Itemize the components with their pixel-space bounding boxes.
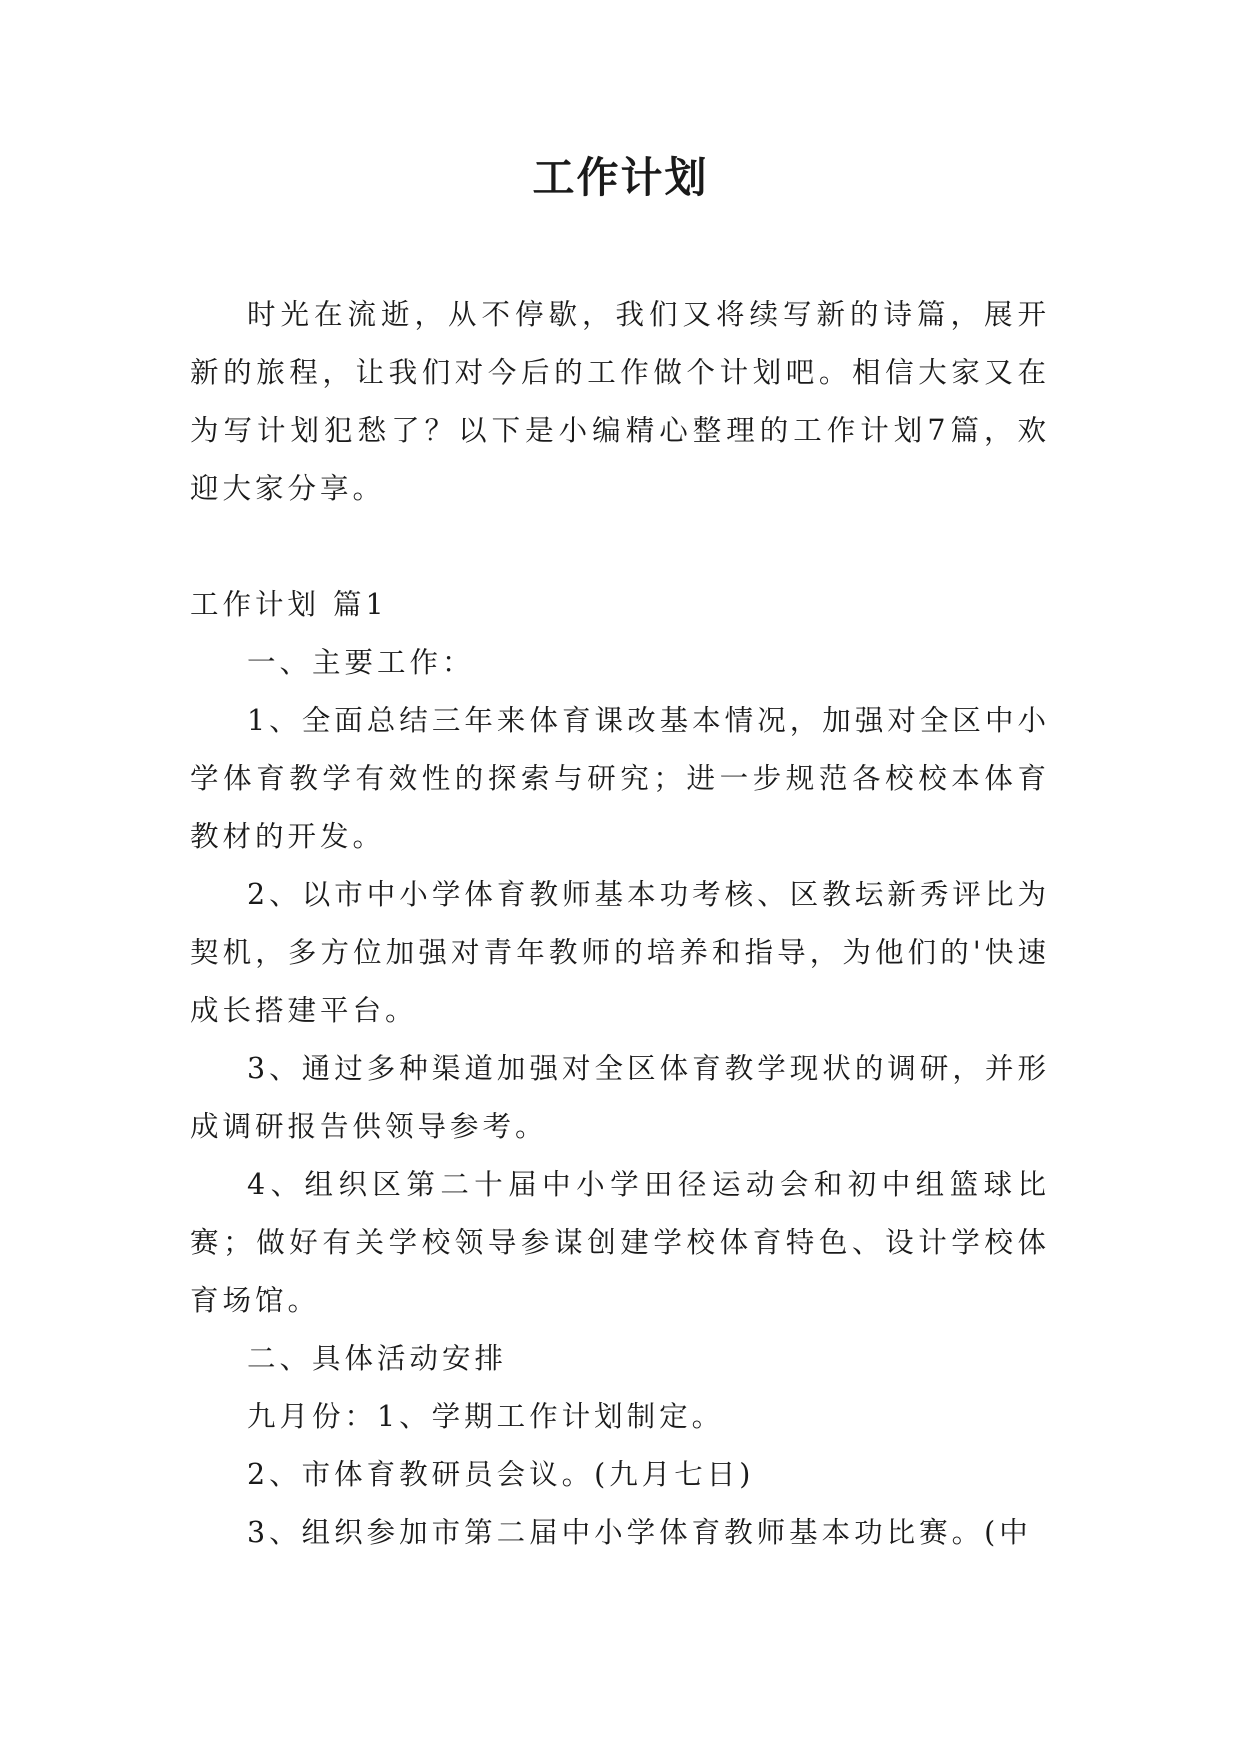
work-item-2: 2、以市中小学体育教师基本功考核、区教坛新秀评比为契机，多方位加强对青年教师的培养和指导，为他们的'快速成长搭建平台。: [190, 878, 1050, 1027]
work-item-3: 3、通过多种渠道加强对全区体育教学现状的调研，并形成调研报告供领导参考。: [190, 1052, 1050, 1143]
section-heading: 工作计划 篇1: [190, 588, 388, 621]
september-item-1: 九月份：1、学期工作计划制定。: [247, 1400, 725, 1433]
document-body: [190, 286, 1050, 1562]
intro-paragraph: 时光在流逝，从不停歇，我们又将续写新的诗篇，展开新的旅程，让我们对今后的工作做个计划吧。相信大家又在为写计划犯愁了？以下是小编精心整理的工作计划7篇，欢迎大家分享。: [190, 298, 1050, 505]
heading-activity-schedule: 二、具体活动安排: [247, 1342, 508, 1375]
september-item-3: 3、组织参加市第二届中小学体育教师基本功比赛。(中: [247, 1516, 1032, 1549]
work-item-4: 4、组织区第二十届中小学田径运动会和初中组篮球比赛；做好有关学校领导参谋创建学校体育特色、设计学校体育场馆。: [190, 1168, 1050, 1317]
work-item-1: 1、全面总结三年来体育课改基本情况，加强对全区中小学体育教学有效性的探索与研究；进一步规范各校校本体育教材的开发。: [190, 704, 1050, 853]
september-item-2: 2、市体育教研员会议。(九月七日): [247, 1458, 755, 1491]
document-title: 工作计划: [532, 153, 709, 202]
heading-main-work: 一、主要工作：: [247, 646, 475, 679]
paragraph-spacer: [190, 518, 1050, 576]
